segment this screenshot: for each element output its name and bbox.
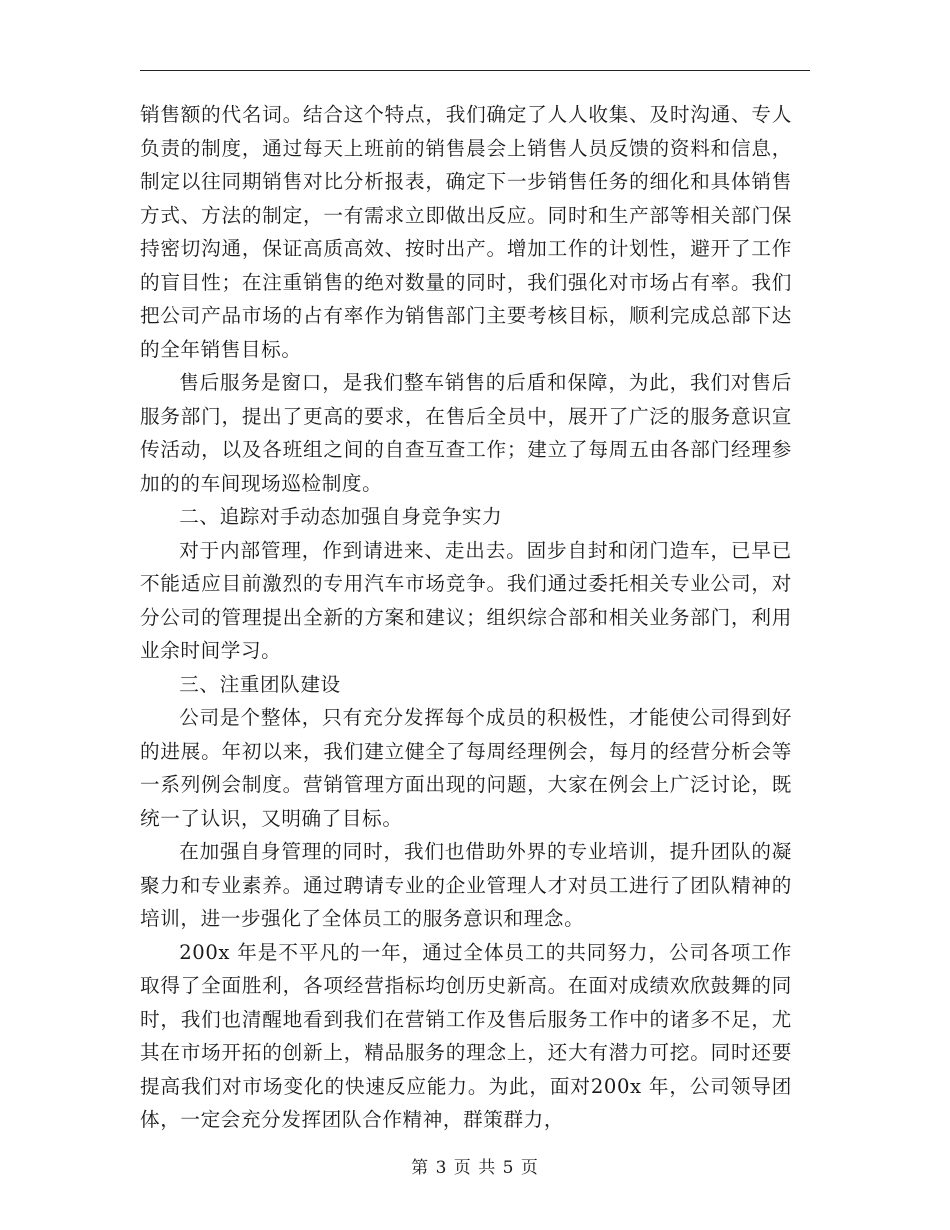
document-body [140, 98, 792, 1137]
header-rule [140, 70, 810, 71]
section-heading-3: 三、注重团队建设 [179, 672, 341, 696]
paragraph-year-summary: 200x 年是不平凡的一年，通过全体员工的共同努力，公司各项工作取得了全面胜利，各项经营指标均创历史新高。在面对成绩欢欣鼓舞的同时，我们也清醒地看到我们在营销工作及售后服务工作中的诸多不足，尤其在市场开拓的创新上，精品服务的理念上，还大有潜力可挖。同时还要提高我们对市场变化的快速反应能力。为此，面对200x 年，公司领导团体，一定会充分发挥团队合作精神，群策群力， [140, 940, 792, 1131]
paragraph-internal-management: 对于内部管理，作到请进来、走出去。固步自封和闭门造车，已早已不能适应目前激烈的专用汽车市场竞争。我们通过委托相关专业公司，对分公司的管理提出全新的方案和建议；组织综合部和相关业务部门，利用业余时间学习。 [140, 538, 792, 662]
paragraph-training: 在加强自身管理的同时，我们也借助外界的专业培训，提升团队的凝聚力和专业素养。通过聘请专业的企业管理人才对员工进行了团队精神的培训，进一步强化了全体员工的服务意识和理念。 [140, 840, 792, 930]
page-number-footer: 第 3 页 共 5 页 [411, 1158, 539, 1178]
section-heading-2: 二、追踪对手动态加强自身竞争实力 [179, 505, 503, 528]
paragraph-after-sales: 售后服务是窗口，是我们整车销售的后盾和保障，为此，我们对售后服务部门，提出了更高的要求，在售后全员中，展开了广泛的服务意识宣传活动，以及各班组之间的自查互查工作；建立了每周五由各部门经理参加的的车间现场巡检制度。 [140, 371, 792, 495]
paragraph-1: 销售额的代名词。结合这个特点，我们确定了人人收集、及时沟通、专人负责的制度，通过每天上班前的销售晨会上销售人员反馈的资料和信息，制定以往同期销售对比分析报表，确定下一步销售任务的细化和具体销售方式、方法的制定，一有需求立即做出反应。同时和生产部等相关部门保持密切沟通，保证高质高效、按时出产。增加工作的计划性，避开了工作的盲目性；在注重销售的绝对数量的同时，我们强化对市场占有率。我们把公司产品市场的占有率作为销售部门主要考核目标，顺利完成总部下达的全年销售目标。 [140, 103, 792, 361]
paragraph-team-building: 公司是个整体，只有充分发挥每个成员的积极性，才能使公司得到好的进展。年初以来，我们建立健全了每周经理例会，每月的经营分析会等一系列例会制度。营销管理方面出现的问题，大家在例会上广泛讨论，既统一了认识，又明确了目标。 [140, 706, 792, 830]
